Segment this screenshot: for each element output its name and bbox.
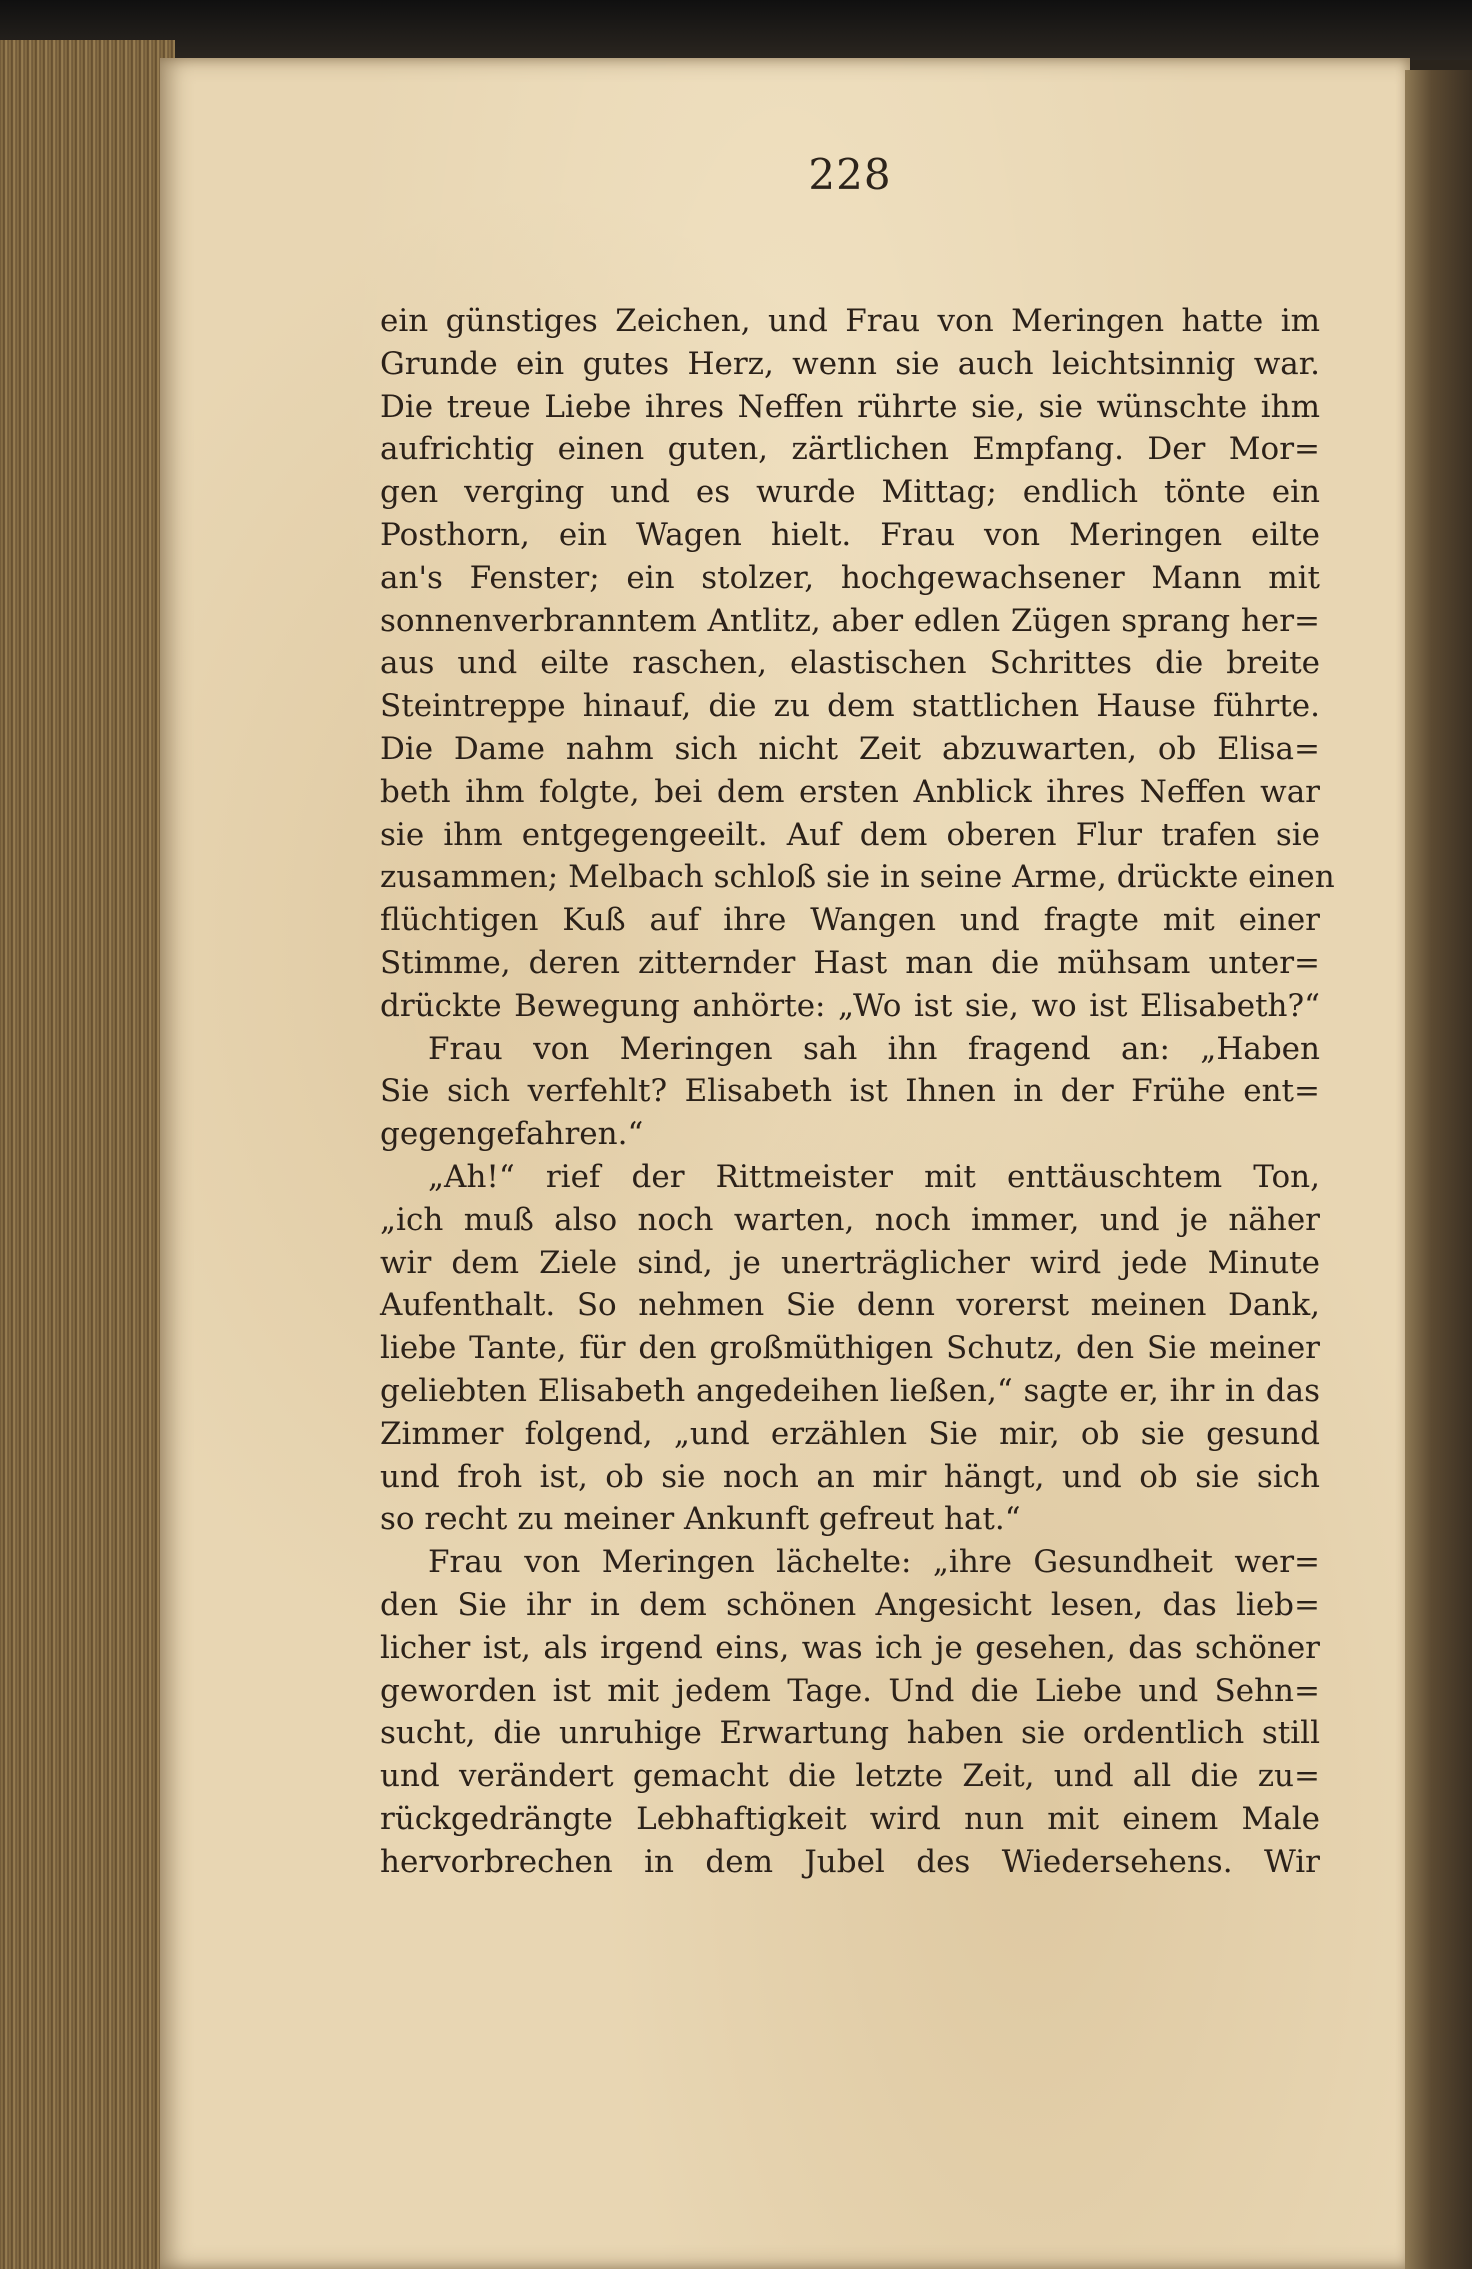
text-line: sucht, die unruhige Erwartung haben sie ordentlich still [380, 1715, 1320, 1752]
text-line: so recht zu meiner Ankunft gefreut hat.“ [380, 1501, 1021, 1538]
text-line: ein günstiges Zeichen, und Frau von Meringen hatte im [380, 303, 1320, 339]
text-line: aus und eilte raschen, elastischen Schrittes die breite [380, 645, 1320, 682]
text-line: und froh ist, ob sie noch an mir hängt, und ob sie sich [380, 1458, 1320, 1495]
text-line: Stimme, deren zitternder Hast man die mühsam unter= [380, 944, 1320, 981]
text-line: gen verging und es wurde Mittag; endlich tönte ein [380, 474, 1320, 511]
text-line: den Sie ihr in dem schönen Angesicht lesen, das lieb= [380, 1586, 1320, 1623]
text-line: rückgedrängte Lebhaftigkeit wird nun mit einem Male [380, 1800, 1320, 1837]
text-line: sie ihm entgegengeeilt. Auf dem oberen Flur trafen sie [380, 816, 1320, 853]
text-line: zusammen; Melbach schloß sie in seine Arme, drückte einen [380, 859, 1335, 896]
text-line: Frau von Meringen sah ihn fragend an: „Haben [428, 1030, 1320, 1067]
text-line: drückte Bewegung anhörte: „Wo ist sie, wo ist Elisabeth?“ [380, 987, 1320, 1024]
text-line: gegengefahren.“ [380, 1116, 644, 1153]
text-line: geworden ist mit jedem Tage. Und die Liebe und Sehn= [380, 1672, 1320, 1709]
text-line: Steintreppe hinauf, die zu dem stattlichen Hause führte. [380, 688, 1320, 725]
text-line: liebe Tante, für den großmüthigen Schutz, den Sie meiner [380, 1330, 1320, 1367]
text-line: Zimmer folgend, „und erzählen Sie mir, ob sie gesund [380, 1415, 1320, 1452]
text-line: sonnenverbranntem Antlitz, aber edlen Zügen sprang her= [380, 602, 1320, 639]
text-line: Frau von Meringen lächelte: „ihre Gesundheit wer= [428, 1544, 1320, 1581]
text-line: beth ihm folgte, bei dem ersten Anblick ihres Neffen war [380, 773, 1320, 810]
text-line: flüchtigen Kuß auf ihre Wangen und fragte mit einer [380, 902, 1320, 939]
text-line: „Ah!“ rief der Rittmeister mit enttäuschtem Ton, [428, 1158, 1320, 1195]
scan-background [0, 0, 1472, 60]
page-number: 228 [808, 150, 892, 199]
text-line: „ich muß also noch warten, noch immer, und je näher [380, 1201, 1320, 1238]
text-line: Die Dame nahm sich nicht Zeit abzuwarten, ob Elisa= [380, 730, 1320, 767]
text-line: licher ist, als irgend eins, was ich je gesehen, das schöner [380, 1629, 1320, 1666]
text-line: hervorbrechen in dem Jubel des Wiedersehens. Wir [380, 1843, 1320, 1880]
text-line: Grunde ein gutes Herz, wenn sie auch leichtsinnig war. [380, 345, 1320, 382]
text-line: aufrichtig einen guten, zärtlichen Empfang. Der Mor= [380, 431, 1320, 468]
text-line: geliebten Elisabeth angedeihen ließen,“ sagte er, ihr in das [380, 1372, 1320, 1409]
text-line: und verändert gemacht die letzte Zeit, und all die zu= [380, 1758, 1320, 1795]
body-text [380, 300, 1335, 1883]
text-line: wir dem Ziele sind, je unerträglicher wird jede Minute [380, 1244, 1320, 1281]
text-line: Aufenthalt. So nehmen Sie denn vorerst meinen Dank, [380, 1287, 1320, 1324]
text-line: Posthorn, ein Wagen hielt. Frau von Meringen eilte [380, 516, 1320, 553]
text-line: Die treue Liebe ihres Neffen rührte sie, sie wünschte ihm [380, 388, 1320, 425]
book-page-edges [0, 40, 175, 2269]
book-right-edge [1405, 70, 1472, 2269]
text-line: Sie sich verfehlt? Elisabeth ist Ihnen in der Frühe ent= [380, 1073, 1320, 1110]
text-line: an's Fenster; ein stolzer, hochgewachsener Mann mit [380, 559, 1320, 596]
